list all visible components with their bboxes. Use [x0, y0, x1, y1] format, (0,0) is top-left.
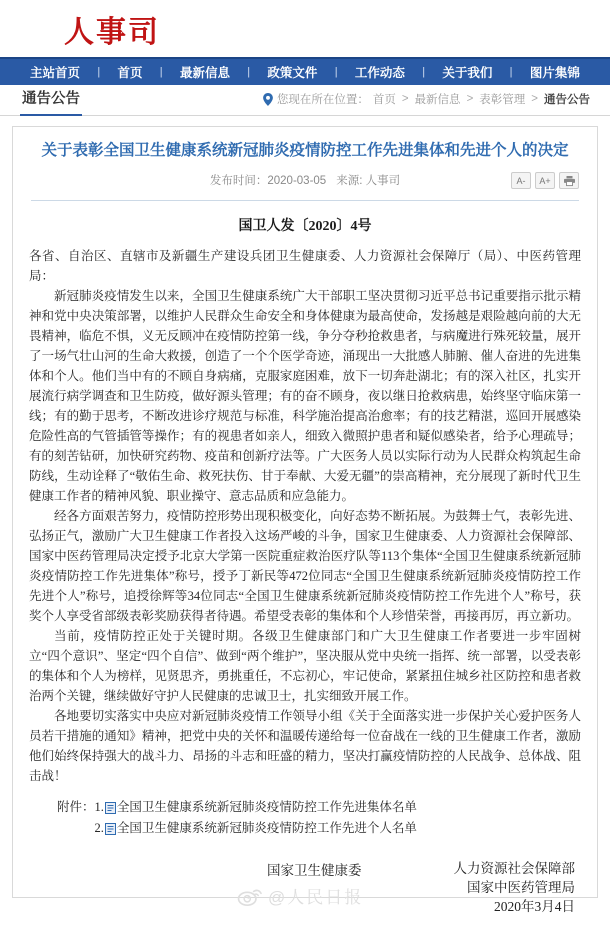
breadcrumb-separator: > [531, 93, 538, 105]
nav-item-latest-info[interactable]: 最新信息 [179, 66, 230, 80]
signature-mohrss: 人力资源社会保障部 [453, 861, 575, 876]
attachment-link-advanced-collectives[interactable] [95, 797, 417, 818]
nav-item-picture-gallery[interactable]: 图片集锦 [529, 66, 580, 80]
source-value: 人事司 [365, 175, 401, 187]
attachment-number: 2. [94, 821, 104, 835]
breadcrumb-location-label: 您现在所在位置： [276, 94, 369, 106]
publish-time-value: 2020-03-05 [267, 175, 327, 187]
paragraph: 经各方面艰苦努力，疫情防控形势出现积极变化，向好态势不断拓展。为鼓舞士气，表彰先进、弘扬正气，激励广大卫生健康工作者投入这场严峻的斗争，国家卫生健康委、人力资源社会保障部、国家中医药管理局决定授予北京大学第一医院重症救治医疗队等113个集体“全国卫生健康系统新冠肺炎疫情防控工作先进集体”称号，授予丁新民等472位同志“全国卫生健康系统新冠肺炎疫情防控工作先进个人”称号，追授徐辉等34位同志“全国卫生健康系统新冠肺炎疫情防控工作先进个人”称号，获奖个人享受省部级表彰奖励获得者待遇。希望受表彰的集体和个人珍惜荣誉，再接再厉，再立新功。 [29, 509, 581, 623]
nav-item-home[interactable]: 首页 [117, 66, 143, 80]
nav-separator: | [509, 66, 513, 78]
breadcrumb-link-latest-info[interactable]: 最新信息 [414, 94, 461, 106]
signatures-block [29, 857, 581, 935]
nav-separator: | [422, 66, 426, 78]
breadcrumb-link-home[interactable]: 首页 [372, 94, 396, 106]
site-title: 人事司 [64, 15, 160, 49]
watermark [237, 883, 363, 908]
paragraph: 当前，疫情防控正处于关键时期。各级卫生健康部门和广大卫生健康工作者要进一步牢固树立“四个意识”、坚定“四个自信”、做到“两个维护”，坚决服从党中央统一指挥、统一部署，以受表彰的集体和个人为榜样，见贤思齐，勇挑重任，不忘初心，牢记使命，紧紧扭住城乡社区防控和患者救治两个关键，继续做好守护人民健康的忠诚卫士，扎实细致开展工作。 [29, 629, 581, 703]
article-container [12, 126, 598, 914]
nav-item-policy-docs[interactable]: 政策文件 [267, 66, 318, 80]
watermark-text: @人民日报 [268, 888, 364, 907]
signature-nhc: 国家卫生健康委 [267, 863, 362, 878]
section-title-notices[interactable]: 通告公告 [20, 87, 82, 116]
site-header [0, 0, 610, 57]
attachment-link-advanced-individuals[interactable] [95, 818, 417, 839]
print-button[interactable] [559, 172, 579, 189]
main-nav [0, 57, 610, 85]
printer-icon [564, 176, 575, 186]
article-title: 关于表彰全国卫生健康系统新冠肺炎疫情防控工作先进集体和先进个人的决定 [41, 142, 569, 159]
font-increase-button[interactable]: A+ [535, 172, 555, 189]
document-body [29, 246, 581, 786]
nav-separator: | [159, 66, 163, 78]
nav-item-about-us[interactable]: 关于我们 [442, 66, 493, 80]
attachments-block [29, 797, 581, 839]
weibo-icon [237, 885, 263, 907]
document-number: 国卫人发〔2020〕4号 [238, 219, 372, 234]
title-divider [31, 200, 579, 201]
attachment-title: 全国卫生健康系统新冠肺炎疫情防控工作先进个人名单 [116, 821, 417, 835]
signature-date: 2020年3月4日 [494, 899, 575, 914]
document [29, 215, 581, 935]
breadcrumb-link-commendation-mgmt[interactable]: 表彰管理 [479, 94, 526, 106]
font-decrease-button[interactable]: A- [511, 172, 531, 189]
breadcrumb-separator: > [401, 93, 409, 105]
nav-separator: | [334, 66, 338, 78]
attachment-number: 1. [94, 800, 104, 814]
breadcrumb-separator: > [466, 93, 474, 105]
nav-item-work-news[interactable]: 工作动态 [354, 66, 405, 80]
nav-separator: | [247, 66, 251, 78]
publish-time-label: 发布时间： [209, 175, 268, 187]
paragraph: 各地要切实落实中央应对新冠肺炎疫情工作领导小组《关于全面落实进一步保护关心爱护医务人员若干措施的通知》精神，把党中央的关怀和温暖传递给每一位奋战在一线的卫生健康工作者，激励他们始终保持强大的战斗力、昂扬的斗志和旺盛的精力，坚决打赢疫情防控的人民战争、总体战、阻击战！ [29, 709, 581, 783]
attachment-file-icon [105, 802, 116, 814]
breadcrumb-current: 通告公告 [544, 94, 590, 106]
nav-item-home-main[interactable]: 主站首页 [30, 66, 81, 80]
signature-natcm: 国家中医药管理局 [467, 880, 575, 895]
breadcrumb-row [0, 85, 610, 116]
attachment-file-icon [105, 823, 116, 835]
article-toolbar [511, 172, 579, 189]
paragraph-salutation: 各省、自治区、直辖市及新疆生产建设兵团卫生健康委、人力资源社会保障厅（局）、中医药管理局： [29, 249, 581, 283]
location-pin-icon [263, 93, 273, 106]
source-label: 来源: [336, 175, 363, 187]
article-meta-row [29, 171, 581, 191]
paragraph: 新冠肺炎疫情发生以来，全国卫生健康系统广大干部职工坚决贯彻习近平总书记重要指示批示精神和党中央决策部署，以维护人民群众生命安全和身体健康为最高使命，发扬越是艰险越向前的大无畏精神，临危不惧，义无反顾冲在疫情防控第一线，争分夺秒抢救患者，与病魔进行殊死较量，展开了一场气壮山河的生命大救援，创造了一个个医学奇迹，涌现出一大批感人肺腑、催人奋进的先进集体和个人。他们当中有的不顾自身病痛，克服家庭困难，放下一切奔赴湖北；有的深入社区，扎实开展流行病学调查和卫生防疫，做好源头管理；有的奋不顾身，夜以继日抢救病患，始终坚守临床第一线；有的勤于思考，不断改进诊疗规范与标准，科学施治提高治愈率；有的技艺精湛，巡回开展感染危险性高的气管插管等操作；有的视患者如亲人，细致入微照护患者和疑似感染者，给予心理疏导；有的刻苦钻研，加快研究药物、疫苗和创新疗法等。广大医务人员以实际行动为人民群众构筑起生命防线，生动诠释了“敬佑生命、救死扶伤、甘于奉献、大爱无疆”的崇高精神，充分展现了新时代卫生健康工作者的精神风貌、职业操守、意志品质和应急能力。 [29, 289, 581, 503]
signature-right-column [454, 859, 576, 916]
nav-separator: | [97, 66, 101, 78]
breadcrumb [263, 91, 590, 115]
attachments-label: 附件： [57, 800, 95, 814]
attachment-title: 全国卫生健康系统新冠肺炎疫情防控工作先进集体名单 [116, 800, 417, 814]
